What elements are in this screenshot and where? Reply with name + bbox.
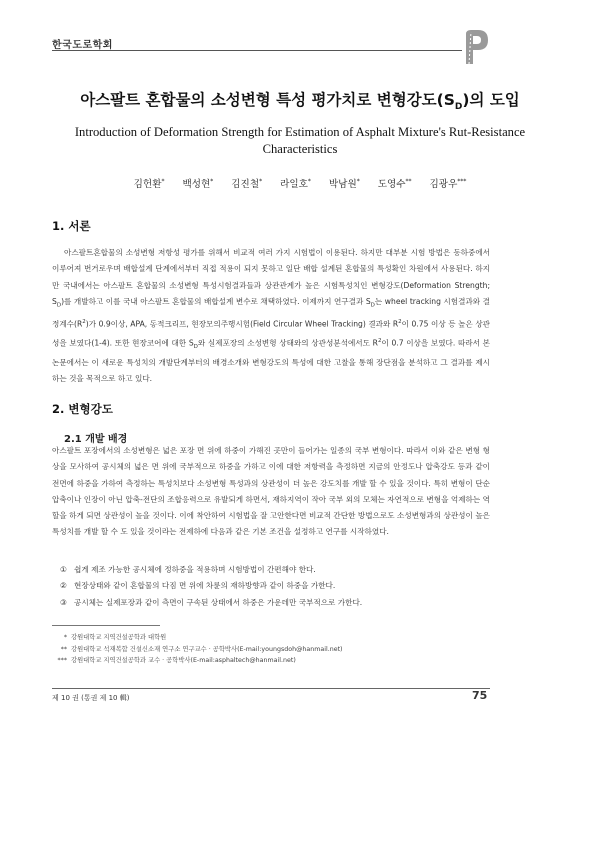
section-heading-deformation-strength: 2. 변형강도 (52, 402, 113, 416)
header-rule (52, 50, 462, 51)
condition-list (60, 562, 490, 611)
footnote: * 강원대학교 지역건설공학과 대학원 (63, 634, 167, 641)
author: 박남원* (328, 177, 360, 190)
list-item: ① 쉽게 제조 가능한 공시체에 정하중을 적용하며 시험방법이 간편해야 한다. (60, 565, 316, 574)
author: 김헌환* (133, 177, 165, 190)
author: 라일호* (280, 177, 311, 190)
footer-rule (52, 688, 490, 689)
list-item: ③ 공시체는 실제포장과 같이 측면이 구속된 상태에서 하중은 가운데만 국부적으로 가한다. (60, 597, 363, 607)
author: 도영수** (377, 177, 412, 190)
footnote-rule (52, 625, 160, 626)
volume-info: 제 10 권 (통권 제 10 輯) (52, 694, 130, 702)
author-list (40, 176, 560, 190)
author: 김진철* (231, 177, 263, 190)
footnotes (54, 632, 484, 667)
author: 김광우*** (429, 177, 467, 190)
footnote: *** 강원대학교 지역건설공학과 교수 · 공학박사(E-mail:asphaltech@hanmail.net) (57, 657, 296, 664)
section-heading-introduction: 1. 서론 (52, 219, 91, 233)
intro-paragraph: 아스팔트혼합물의 소성변형 저항성 평가를 위해서 비교적 여러 가지 시험법이 이용된다. 하지만 대부분 시험 방법은 동하중에서 이루어져 번거로우며 배합설계 단계에서부터 직접 적용이 되지 못하고 일단 배합 설계된 혼합물의 특성확인 차원에서 사용된다. 하지만 국내에서는 아스팔트 혼합물의 소성변형 특성시험결과들과 상관관계가 높은 시험특성치인 변형강도(Deformation Strength; $S_D$)를 개발하고 이를 국내 아스팔트 혼합물의 배합설계 변수로 채택하였다. 이제까지 연구결과 $S_D$는 wheel tracking 시험결과와 결정계수$(R^2)$가 0.9이상, APA, 동적크리프, 현장모의주행시험(Field Circular Wheel Tracking) 결과와 $R^2$이 0.75 이상 등 높은 상관성을 보였다(1-4). 또한 현장코어에 대한 $S_D$와 실제포장의 소성변형 상태와의 상관성분석에서도 $R^2$이 0.7 이상을 보였다. 따라서 본 논문에서는 이 새로운 특성치의 개발단계부터의 배경소개와 변형강도의 특성에 대한 고찰을 통해 장단점을 분석하고 그 결과를 제시하는 것을 목적으로 하고 있다. (52, 248, 490, 384)
subsection-heading-background: 2.1 개발 배경 (64, 434, 128, 445)
background-paragraph: 아스팔트 포장에서의 소성변형은 넓은 포장 면 위에 하중이 가해진 곳만이 들어가는 일종의 국부 변형이다. 따라서 이와 같은 변형 형상을 모사하여 공시체의 넓은 면 위에 국부적으로 하중을 가하고 이에 대한 저항력을 측정하면 지금의 안정도나 압축강도 등과 같이 전면에 하중을 가하여 측정하는 특성치보다 소성변형 특성과의 상관성이 더 높은 강도치를 개발 할 수 있을 것이다. 특히 변형이 단순 압축이나 인장이 아닌 압축-전단의 조합응력으로 유발되게 하면서, 재하지역이 작아 국부 외의 모체는 자연적으로 변형을 억제하는 역할을 하게 되면 상관성이 높을 것이다. 이에 착안하여 시험법을 잘 고안한다면 비교적 간단한 방법으로도 소성변형과의 상관성이 높은 특성치를 개발 할 수 도 있을 것이라는 전제하에 다음과 같은 기본 조건을 설정하고 연구를 시작하였다. (52, 446, 490, 537)
journal-logo-icon (462, 28, 490, 66)
paper-title-english: Introduction of Deformation Strength for Estimation of Asphalt Mixture's Rut-Resistance Characteristics (74, 125, 526, 156)
author: 백성현* (182, 177, 214, 190)
list-item: ② 현장상태와 같이 혼합물의 다짐 면 위에 차륜의 재하방향과 같이 하중을 가한다. (60, 581, 336, 591)
paper-title-korean: 아스팔트 혼합물의 소성변형 특성 평가치로 변형강도$(S_D)$의 도입 (80, 91, 520, 113)
page-number: 75 (472, 689, 488, 702)
journal-society-label: 한국도로학회 (52, 40, 113, 51)
footnote: ** 강원대학교 석재복합 건설신소재 연구소 연구교수 · 공학박사(E-mail:youngsdoh@hanmail.net) (60, 645, 343, 653)
